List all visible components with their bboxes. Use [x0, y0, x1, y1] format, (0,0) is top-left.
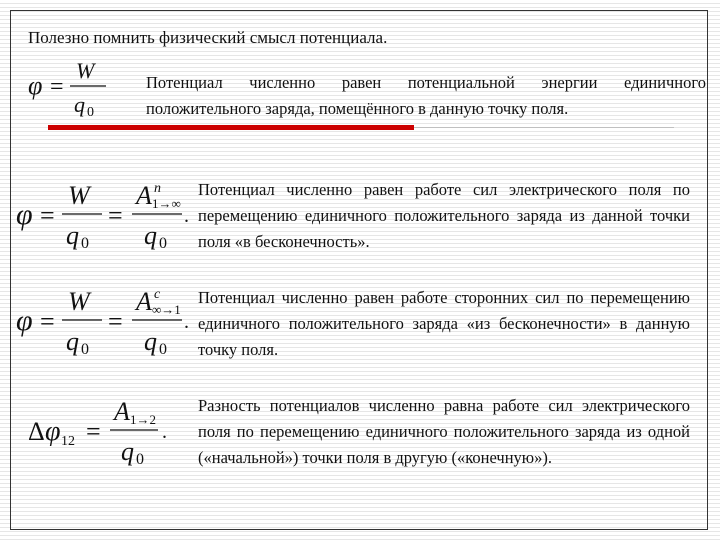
slide-heading: Полезно помнить физический смысл потенциала.	[28, 28, 388, 47]
denominator-q: q	[121, 437, 134, 466]
denominator-subscript: 0	[159, 235, 167, 252]
numerator-w: W	[68, 287, 90, 316]
denominator-q: q	[144, 221, 157, 250]
paragraph-4: Разность потенциалов численно равна работе сил электрического поля по перемещению единичного положительного заряда из одной («начальной») точки поля в другую («конечную»).	[198, 396, 690, 467]
phi-symbol: φ	[16, 304, 33, 337]
accent-underline-bar	[48, 125, 414, 130]
equals-sign: =	[108, 201, 123, 230]
paragraph-3: Потенциал численно равен работе сторонних сил по перемещению единичного положительного заряда «из бесконечности» в данную точку поля.	[198, 288, 690, 359]
delta-symbol: Δ	[28, 417, 45, 446]
denominator-subscript: 0	[87, 105, 94, 120]
equals-sign: =	[50, 74, 64, 100]
thin-underline-rule	[414, 127, 674, 128]
denominator-subscript: 0	[81, 341, 89, 358]
equals-sign: =	[108, 307, 123, 336]
formula-field-work	[16, 176, 188, 261]
numerator-subscript: ∞→1	[152, 302, 181, 317]
numerator-superscript: п	[154, 181, 161, 196]
paragraph-1: Потенциал численно равен потенциальной энергии единичного положительного заряда, помещённого в данную точку поля.	[146, 73, 706, 118]
numerator-superscript: c	[154, 287, 161, 302]
phi-symbol: φ	[28, 71, 43, 100]
denominator-subscript: 0	[136, 451, 144, 468]
formula-potential-energy	[28, 56, 128, 127]
phi-symbol: φ	[45, 416, 61, 447]
denominator-q: q	[144, 327, 157, 356]
equals-sign: =	[40, 201, 55, 230]
denominator-q: q	[66, 327, 79, 356]
phi-subscript: 12	[61, 434, 75, 449]
numerator-w: W	[76, 58, 95, 83]
numerator-subscript: 1→2	[130, 412, 156, 427]
phi-symbol: φ	[16, 198, 33, 231]
numerator-a: A	[114, 397, 130, 426]
paragraph-2: Потенциал численно равен работе сил электрического поля по перемещению единичного положительного заряда из данной точки поля «в бесконечность».	[198, 180, 690, 251]
equals-sign: =	[40, 307, 55, 336]
denominator-subscript: 0	[159, 341, 167, 358]
numerator-w: W	[68, 181, 90, 210]
formula-potential-difference	[28, 394, 178, 479]
period: .	[184, 205, 189, 227]
numerator-a: A	[136, 287, 152, 316]
formula-external-work	[16, 282, 188, 367]
numerator-subscript: 1→∞	[152, 196, 181, 211]
period: .	[162, 421, 167, 443]
denominator-q: q	[66, 221, 79, 250]
period: .	[184, 311, 189, 333]
denominator-subscript: 0	[81, 235, 89, 252]
denominator-q: q	[74, 92, 85, 117]
numerator-a: A	[136, 181, 152, 210]
equals-sign: =	[86, 417, 101, 446]
